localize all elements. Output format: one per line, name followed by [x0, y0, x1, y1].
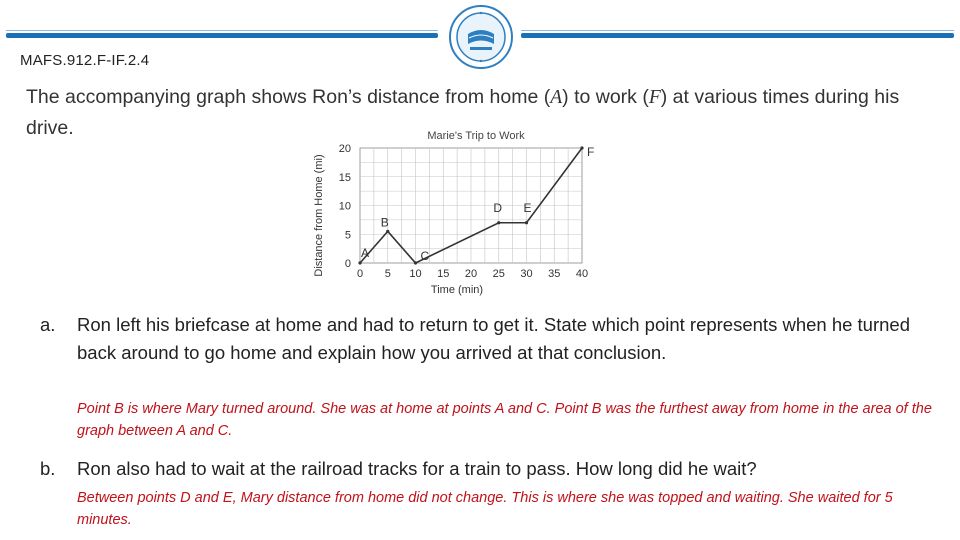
data-point: [358, 261, 361, 264]
y-tick-label: 5: [344, 229, 351, 242]
distance-time-chart: [305, 122, 610, 304]
standard-code: MAFS.912.F-IF.2.4: [20, 52, 150, 69]
x-tick-label: 30: [520, 268, 533, 280]
data-point: [497, 221, 500, 224]
x-tick-label: 25: [492, 268, 505, 280]
question-b-label: b.: [40, 458, 56, 479]
question-b-text: Ron also had to wait at the railroad tracks for a train to pass. How long did he wait?: [77, 458, 757, 479]
question-b: [40, 455, 935, 483]
x-tick-label: 5: [384, 268, 391, 280]
prompt-text-3: ) at various times during his drive.: [26, 86, 900, 139]
x-tick-label: 40: [575, 268, 589, 280]
question-a: [40, 311, 935, 367]
data-point: [414, 261, 417, 264]
y-tick-label: 20: [338, 143, 351, 155]
x-tick-label: 20: [464, 268, 478, 280]
x-tick-label: 15: [437, 268, 450, 280]
header-rule-left: [6, 33, 438, 38]
prompt-var-a: A: [550, 87, 563, 108]
chart-title: Marie's Trip to Work: [427, 130, 525, 142]
point-label-f: F: [587, 145, 595, 159]
data-point: [386, 230, 389, 233]
school-district-seal-icon: [448, 4, 514, 70]
x-tick-label: 10: [409, 268, 422, 280]
answer-b: Between points D and E, Mary distance from home did not change. This is where she was topped and waiting. She waited for 5 minutes.: [77, 490, 893, 528]
header-rule-right: [521, 33, 954, 38]
prompt-var-f: F: [648, 87, 661, 108]
point-label-c: C: [420, 249, 430, 263]
y-tick-label: 10: [338, 200, 351, 213]
point-label-d: D: [493, 200, 503, 215]
x-tick-label: 35: [548, 268, 561, 280]
y-tick-label: 0: [344, 258, 351, 270]
point-label-e: E: [523, 200, 532, 215]
question-a-label: a.: [40, 314, 56, 335]
y-axis-label: Distance from Home (mi): [313, 154, 325, 277]
prompt-text-1: The accompanying graph shows Ron’s distance from home (: [26, 86, 551, 108]
point-label-b: B: [380, 215, 389, 230]
question-a-text: Ron left his briefcase at home and had to return to get it. State which point represents when he turned back around to go home and explain how you arrived at that conclusion.: [77, 314, 910, 363]
x-axis-label: Time (min): [430, 284, 484, 296]
point-label-a: A: [360, 246, 370, 260]
data-point: [580, 146, 583, 149]
prompt-text-2: ) to work (: [562, 86, 649, 108]
x-tick-label: 0: [356, 268, 364, 280]
data-point: [525, 221, 528, 224]
y-tick-label: 15: [338, 171, 351, 184]
answer-a: Point B is where Mary turned around. She was at home at points A and C. Point B was the furthest away from home in the area of the graph between A and C.: [77, 401, 932, 439]
